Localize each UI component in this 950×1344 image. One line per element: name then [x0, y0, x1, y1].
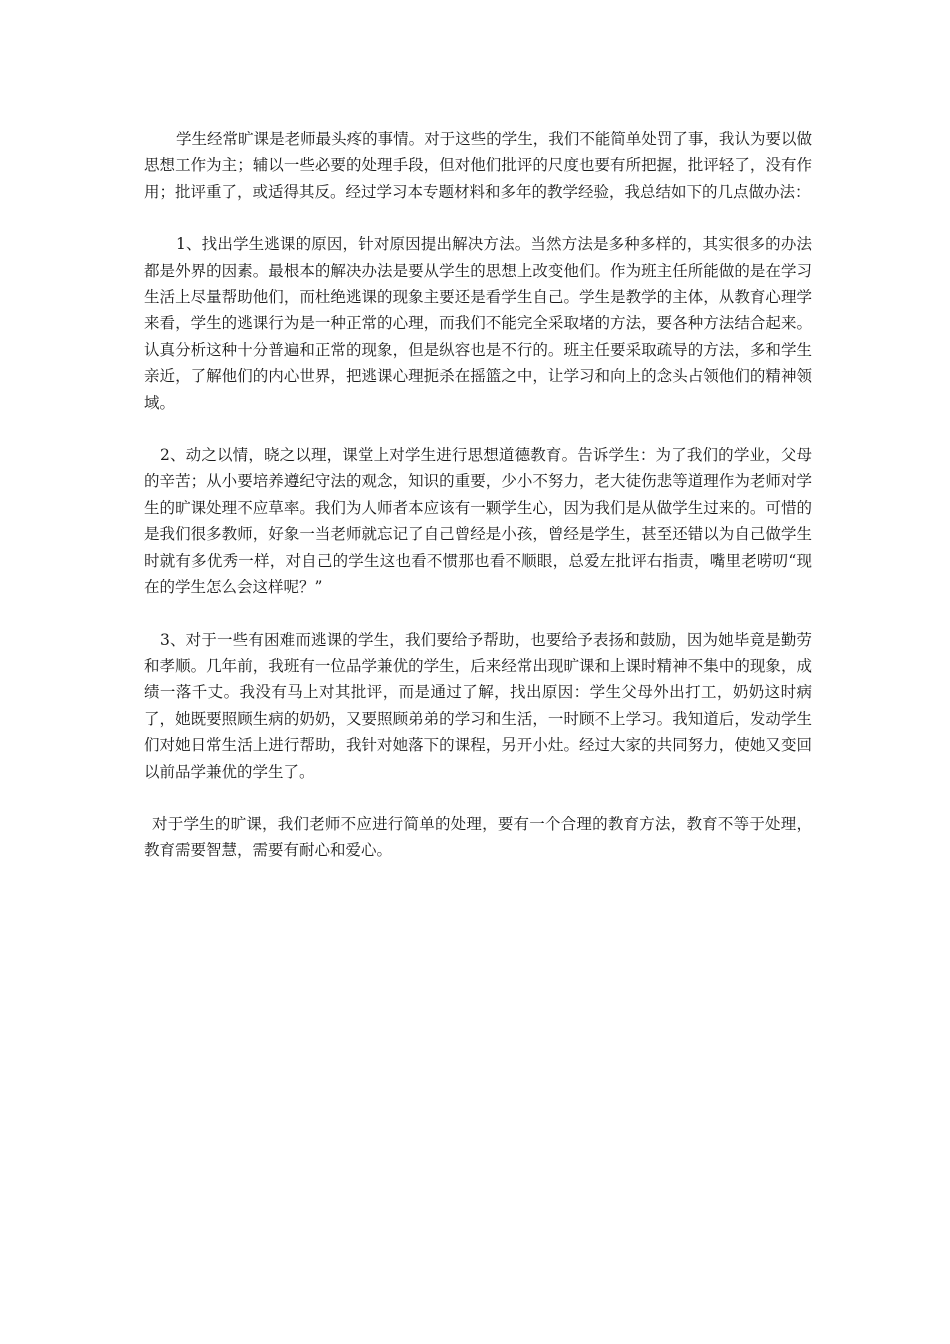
point-2-paragraph: 2、动之以情，晓之以理，课堂上对学生进行思想道德教育。告诉学生：为了我们的学业，父母的辛苦；从小要培养遵纪守法的观念，知识的重要，少小不努力，老大徒伤悲等道理作为老师对学生的旷课处理不应草率。我们为人师者本应该有一颗学生心，因为我们是从做学生过来的。可惜的是我们很多教师，好象一当老师就忘记了自己曾经是小孩，曾经是学生，甚至还错以为自己做学生时就有多优秀一样，对自己的学生这也看不惯那也看不顺眼，总爱左批评右指责，嘴里老唠叨“现在的学生怎么会这样呢？”: [144, 446, 812, 597]
conclusion-paragraph: 对于学生的旷课，我们老师不应进行简单的处理，要有一个合理的教育方法，教育不等于处理，教育需要智慧，需要有耐心和爱心。: [144, 814, 812, 860]
point-1-paragraph: 1、找出学生逃课的原因，针对原因提出解决方法。当然方法是多种多样的，其实很多的办法都是外界的因素。最根本的解决办法是要从学生的思想上改变他们。作为班主任所能做的是在学习生活上尽量帮助他们，而杜绝逃课的现象主要还是看学生自己。学生是教学的主体，从教育心理学来看，学生的逃课行为是一种正常的心理，而我们不能完全采取堵的方法，要各种方法结合起来。认真分析这种十分普遍和正常的现象，但是纵容也是不行的。班主任要采取疏导的方法，多和学生亲近，了解他们的内心世界，把逃课心理扼杀在摇篮之中，让学习和向上的念头占领他们的精神领域。: [144, 235, 812, 412]
document-body: [144, 126, 812, 864]
intro-paragraph: 学生经常旷课是老师最头疼的事情。对于这些的学生，我们不能简单处罚了事，我认为要以做思想工作为主；辅以一些必要的处理手段，但对他们批评的尺度也要有所把握，批评轻了，没有作用；批评重了，或适得其反。经过学习本专题材料和多年的教学经验，我总结如下的几点做办法：: [144, 130, 812, 201]
point-3-paragraph: 3、对于一些有困难而逃课的学生，我们要给予帮助，也要给予表扬和鼓励，因为她毕竟是勤劳和孝顺。几年前，我班有一位品学兼优的学生，后来经常出现旷课和上课时精神不集中的现象，成绩一落千丈。我没有马上对其批评，而是通过了解，找出原因：学生父母外出打工，奶奶这时病了，她既要照顾生病的奶奶，又要照顾弟弟的学习和生活，一时顾不上学习。我知道后，发动学生们对她日常生活上进行帮助，我针对她落下的课程，另开小灶。经过大家的共同努力，使她又变回以前品学兼优的学生了。: [144, 630, 812, 781]
